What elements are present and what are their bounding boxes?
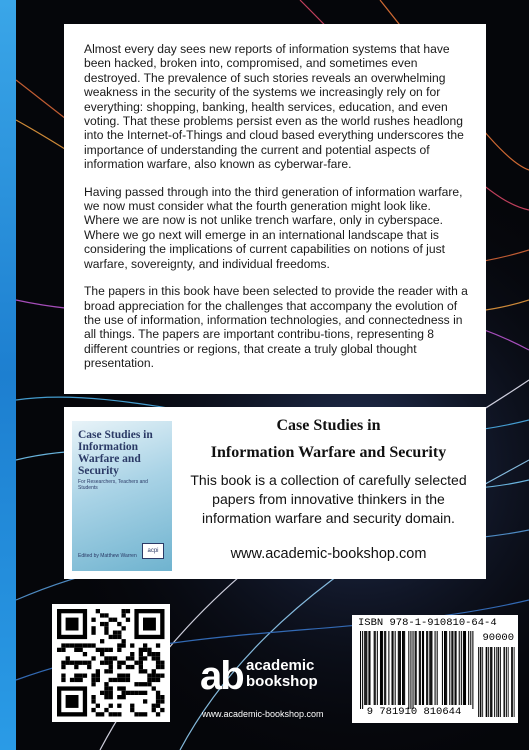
related-book-ad: [64, 407, 486, 579]
publisher-logo[interactable]: [200, 656, 346, 726]
spine-accent-strip: [0, 0, 16, 750]
ad-title-line-2: Information Warfare and Security: [210, 444, 447, 461]
thumbnail-editor: Edited by Matthew Warren: [78, 553, 137, 559]
publisher-logo-mark: ab: [200, 654, 243, 698]
ean-digits: 9 781910 810644: [366, 706, 462, 718]
blurb-paragraph-2: Having passed through into the third generation of information warfare, we now must consider what the fourth generation might look like. Where we are now is not unlike trench warfare, only in cyberspace. Where we go next will emerge in an international landscape that is considering the implications of current capabilities on notions of just warfare, sovereignty, and individual freedoms.: [84, 184, 463, 271]
publisher-name-line-2: bookshop: [246, 673, 318, 690]
thumbnail-title: Case Studies in Information Warfare and Security: [78, 429, 153, 477]
publisher-url: www.academic-bookshop.com: [202, 709, 324, 719]
isbn-text: ISBN 978-1-910810-64-4: [358, 617, 497, 629]
blurb-paragraph-3: The papers in this book have been selected to provide the reader with a broad appreciation for the challenges that accompany the evolution of the use of information, information technologies, and connectedness in all things. The papers are important contribu-tions, representing 8 different countries or regions, that create a truly global thought presentation.: [84, 284, 468, 371]
thumbnail-subtitle: For Researchers, Teachers and Students: [78, 479, 148, 491]
ad-website-link[interactable]: www.academic-bookshop.com: [230, 546, 427, 562]
back-cover-blurb: [64, 24, 486, 394]
barcode-addon-digits: 90000: [482, 632, 514, 644]
ad-description: This book is a collection of carefully selected papers from innovative thinkers in the information warfare and security domain.: [190, 472, 467, 526]
isbn-barcode: [352, 615, 518, 723]
qr-code[interactable]: [52, 604, 170, 722]
blurb-paragraph-1: Almost every day sees new reports of information systems that have been hacked, broken into, compromised, and sometimes even destroyed. The prevalence of such stories reveals an overwhelming weakness in the security of the systems we increasingly rely on for everything: shopping, banking, health services, education, and even voting. That these problems persist even as the world rushes headlong into the Internet-of-Things and cloud based everything underscores the importance of understanding the current and potential aspects of information warfare, also known as cyberwar-fare.: [84, 42, 464, 172]
publisher-name-line-1: academic: [246, 657, 315, 674]
publisher-logo-words: [246, 658, 318, 690]
ad-title-line-1: Case Studies in: [276, 417, 381, 434]
book-cover-thumbnail[interactable]: [72, 421, 172, 571]
thumbnail-publisher-logo: acpi: [142, 543, 164, 559]
